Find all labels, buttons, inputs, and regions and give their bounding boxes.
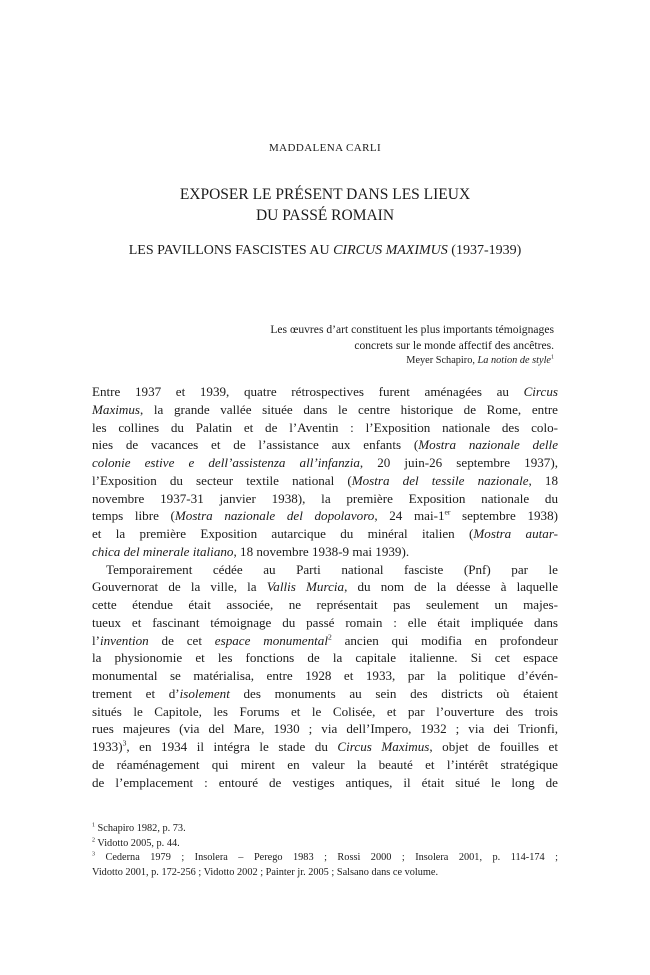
text-run: , en 1934 il intégra le stade du (126, 739, 338, 754)
epigraph-attribution (134, 353, 554, 369)
body-line (92, 383, 558, 401)
body-line (92, 578, 558, 596)
article-title (0, 184, 650, 226)
body-line (92, 685, 558, 703)
text-run: 1933) (92, 739, 123, 754)
text-run: de cet (148, 632, 215, 648)
text-run: des monuments au sein des districts où étaient (229, 685, 558, 701)
body-line (92, 454, 558, 472)
text-run: septembre 1938) (450, 508, 558, 524)
body-line: novembre 1937-31 janvier 1938), la première Exposition nationale du (92, 490, 558, 506)
body-line (92, 401, 558, 419)
body-line: monumental se matérialisa, entre 1928 et 1933, par la politique d’évén- (92, 668, 558, 683)
epigraph (134, 322, 554, 369)
text-run: Entre 1937 et 1939, quatre rétrospectives furent aménagées au (92, 384, 524, 399)
body-line (92, 472, 558, 490)
text-run: , 18 (528, 472, 559, 488)
body-line: cette étendue était associée, ne représentait pas seulement un majes- (92, 597, 558, 612)
text-run: l’Exposition du secteur textile national ( (92, 472, 352, 488)
article-subtitle (0, 242, 650, 260)
body-line: de réaménagement qui mirent en valeur la beauté et l’intérêt stratégique (92, 756, 558, 772)
footnotes (92, 822, 558, 880)
body-line (92, 436, 558, 454)
subtitle-text: LES PAVILLONS FASCISTES AU (128, 243, 334, 258)
body-line (92, 632, 558, 650)
footnote-2 (92, 837, 558, 852)
footnote-text: Schapiro 1982, p. 73. (94, 823, 186, 834)
italic-run: Maximus (92, 401, 141, 417)
body-line (92, 738, 558, 756)
subtitle-italic: CIRCUS MAXIMUS (333, 243, 448, 258)
text-run: , la grande vallée située dans le centre historique de Rome, entre (140, 401, 558, 417)
text-run: temps libre ( (92, 508, 175, 524)
italic-run: Mostra nazionale delle (418, 437, 558, 453)
epigraph-author: Meyer Schapiro, (406, 355, 478, 366)
footnote-number: 1 (92, 822, 95, 829)
text-run: , objet de fouilles et (429, 739, 558, 754)
italic-run: invention (100, 632, 149, 648)
epigraph-line-1: Les œuvres d’art constituent les plus importants témoignages (270, 323, 554, 336)
footnote-ref: 2 (327, 632, 332, 642)
italic-run: colonie estive e dell’assistenza all’infanzia (92, 455, 360, 470)
footnote-1 (92, 822, 558, 837)
italic-run: Mostra nazionale del dopolavoro (174, 508, 375, 524)
footnote-ref: 3 (122, 738, 127, 748)
footnote-text: Vidotto 2005, p. 44. (94, 837, 180, 849)
footnote-ref: 1 (551, 354, 554, 361)
body-line (92, 525, 558, 543)
text-run: , du nom de la déesse à laquelle (344, 579, 559, 595)
text-run: ancien qui modifia en profondeur (331, 632, 558, 648)
text-run: trement et d’ (92, 685, 180, 701)
body-line (92, 507, 558, 525)
italic-run: Circus (523, 384, 558, 399)
text-run: et la première Exposition autarcique du minéral italien ( (92, 526, 474, 541)
body-line: de l’emplacement : entouré de vestiges antiques, il était situé le long de (92, 774, 558, 790)
body-line: tueux et fascinant témoignage du passé romain : elle était impliquée dans (92, 614, 558, 630)
italic-run: isolement (179, 685, 230, 701)
body-line: Temporairement cédée au Parti national fasciste (Pnf) par le (106, 561, 558, 577)
body-line (92, 543, 558, 561)
body-line: la physionomie et les fonctions de la capitale italienne. Si cet espace (92, 650, 558, 666)
italic-run: Mostra del tessile nazionale (351, 472, 529, 488)
footnote-3 (92, 851, 558, 866)
text-run: , 18 novembre 1938-9 mai 1939). (233, 543, 410, 559)
italic-run: chica del minerale italiano (92, 543, 234, 559)
body-line: les collines du Palatin et de l’Aventin : l’Exposition nationale des colo- (92, 419, 558, 435)
text-run: nies de vacances et de l’assistance aux enfants ( (92, 437, 419, 453)
footnote-text: Cederna 1979 ; Insolera – Perego 1983 ; Rossi 2000 ; Insolera 2001, p. 114-174 ; (94, 852, 558, 864)
body-text (92, 383, 558, 791)
epigraph-work-title: La notion de style (477, 355, 552, 366)
italic-run: Mostra autar- (473, 526, 559, 541)
title-line-1: EXPOSER LE PRÉSENT DANS LES LIEUX (179, 186, 471, 203)
body-line: situés le Capitole, les Forums et le Colisée, et par l’ouverture des trois (92, 703, 558, 719)
footnote-number: 2 (92, 837, 95, 844)
italic-run: Circus Maximus (337, 739, 430, 754)
text-run: Gouvernorat de la ville, la (92, 579, 267, 595)
text-run: , 20 juin-26 septembre 1937), (359, 455, 558, 470)
footnote-3-continued: Vidotto 2001, p. 172-256 ; Vidotto 2002 ; Painter jr. 2005 ; Salsano dans ce volume. (92, 866, 439, 878)
text-run: , 24 mai-1 (374, 508, 445, 524)
epigraph-line-2: concrets sur le monde affectif des ancêtres. (354, 338, 554, 352)
body-line: rues majeures (via del Mare, 1930 ; via dell’Impero, 1932 ; via dei Trionfi, (92, 721, 558, 737)
text-run: l’ (92, 632, 100, 648)
footnote-number: 3 (92, 851, 95, 858)
subtitle-dates: (1937-1939) (447, 243, 522, 258)
italic-run: espace monumental (214, 632, 328, 648)
italic-run: Vallis Murcia (266, 579, 345, 595)
superscript: er (444, 507, 451, 517)
author-name: MADDALENA CARLI (268, 142, 382, 154)
title-line-2: DU PASSÉ ROMAIN (255, 207, 395, 224)
